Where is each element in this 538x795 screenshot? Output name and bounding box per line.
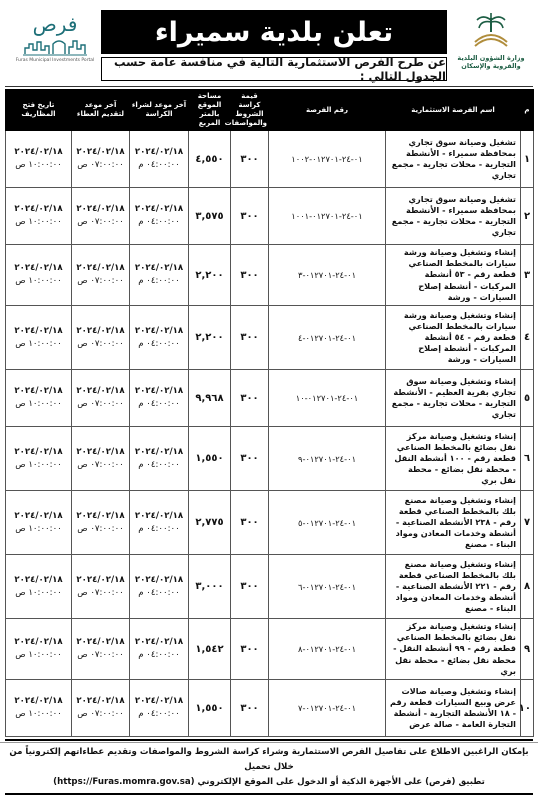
opportunity-ref: ٠١-٢٤-٠١٢٧٠١-١٠٠٢ xyxy=(269,131,386,188)
buy-deadline-date: ٢٠٢٤/٠٢/١٨ xyxy=(134,147,184,157)
site-area: ١,٥٤٢ xyxy=(189,619,231,680)
opportunity-ref: ٠١-٢٤-٠١٢٧٠١-٨ xyxy=(269,619,386,680)
col-area: مساحة الموقع بالمتر المربع xyxy=(189,90,231,131)
submit-deadline xyxy=(72,619,130,680)
footer-note xyxy=(5,739,533,795)
buy-deadline xyxy=(130,619,189,680)
brochure-price: ٣٠٠ xyxy=(231,619,269,680)
opportunity-name: إنشاء وتشغيل وصيانة مركز نقل بضائع بالمخطط الصناعي قطعة رقم - ٩٩ أنشطة النقل - محطة نقل بضائع - محطة نقل بري xyxy=(386,619,521,680)
table-row xyxy=(6,680,534,737)
page-title: تعلن بلدية سميراء xyxy=(154,16,394,48)
submit-deadline-time: ٠٧:٠٠:٠٠ ص xyxy=(77,459,124,470)
furas-logo-text: فرص xyxy=(32,12,78,36)
buy-deadline xyxy=(130,427,189,491)
furas-logo xyxy=(13,12,97,70)
brochure-price: ٣٠٠ xyxy=(231,131,269,188)
col-buy: آخر موعد لشراء الكراسة xyxy=(130,90,189,131)
row-index: ١٠ xyxy=(521,680,534,737)
submit-deadline-date: ٢٠٢٤/٠٢/١٨ xyxy=(76,325,125,336)
ministry-logo xyxy=(453,12,529,82)
buy-deadline-date: ٢٠٢٤/٠٢/١٨ xyxy=(134,204,184,214)
opening-date-time: ١٠:٠٠:٠٠ ص xyxy=(15,338,62,349)
site-area: ١,٥٥٠ xyxy=(189,427,231,491)
buy-deadline-time: ٠٤:٠٠:٠٠ م xyxy=(138,587,180,598)
site-area: ٢,٢٠٠ xyxy=(189,245,231,306)
site-area: ٣,٥٧٥ xyxy=(189,188,231,245)
opportunity-name: إنشاء وتشغيل وصيانة ورشة سيارات بالمخطط الصناعي قطعة رقم - ٥٣ أنشطة المركبات - أنشطة إصلاح السيارات - ورشة xyxy=(386,245,521,306)
opening-date xyxy=(6,188,72,245)
table-row xyxy=(6,427,534,491)
row-index: ٢ xyxy=(521,188,534,245)
opening-date xyxy=(6,619,72,680)
col-ref: رقم الفرصة xyxy=(269,90,386,131)
brochure-price: ٣٠٠ xyxy=(231,491,269,555)
row-index: ١ xyxy=(521,131,534,188)
opening-date xyxy=(6,370,72,427)
submit-deadline-time: ٠٧:٠٠:٠٠ ص xyxy=(77,587,124,598)
opening-date-time: ١٠:٠٠:٠٠ ص xyxy=(15,650,62,661)
furas-logo-subtitle: Furas Municipal Investments Portal xyxy=(15,58,95,63)
header xyxy=(5,4,533,87)
buy-deadline-date: ٢٠٢٤/٠٢/١٨ xyxy=(134,574,184,585)
buy-deadline-time: ٠٤:٠٠:٠٠ م xyxy=(138,459,180,470)
buy-deadline-time: ٠٤:٠٠:٠٠ م xyxy=(138,523,180,534)
buy-deadline-date: ٢٠٢٤/٠٢/١٨ xyxy=(134,386,184,397)
row-index: ٨ xyxy=(521,555,534,619)
opening-date xyxy=(6,555,72,619)
submit-deadline-time: ٠٧:٠٠:٠٠ ص xyxy=(77,160,124,170)
opportunity-name: إنشاء وتشغيل وصيانة مصنع بلك بالمخطط الصناعي قطعة رقم - ٢٢١ الأنشطة الصناعية - أنشطة وخدمات المعادن ومواد البناء - مصنع xyxy=(386,555,521,619)
opening-date-date: ٢٠٢٤/٠٢/١٨ xyxy=(14,386,63,397)
opening-date-time: ١٠:٠٠:٠٠ ص xyxy=(15,399,62,410)
site-area: ٤,٥٥٠ xyxy=(189,131,231,188)
submit-deadline xyxy=(72,427,130,491)
submit-deadline-date: ٢٠٢٤/٠٢/١٨ xyxy=(76,386,125,397)
table-row xyxy=(6,188,534,245)
opportunity-name: إنشاء وتشغيل وصيانة مصنع بلك بالمخطط الصناعي قطعة رقم - ٢٣٨ الأنشطة الصناعية - أنشطة وخدمات المعادن ومواد البناء - مصنع xyxy=(386,491,521,555)
submit-deadline-time: ٠٧:٠٠:٠٠ ص xyxy=(77,217,124,227)
opportunity-ref: ٠١-٢٤-٠١٢٧٠١-٧ xyxy=(269,680,386,737)
opportunity-ref: ٠١-٢٤-٠١٢٧٠١-٤ xyxy=(269,306,386,370)
opening-date-time: ١٠:٠٠:٠٠ ص xyxy=(15,459,62,470)
table-row xyxy=(6,245,534,306)
col-submit: آخر موعد لتقديم العطاء xyxy=(72,90,130,131)
row-index: ٩ xyxy=(521,619,534,680)
table-row xyxy=(6,131,534,188)
opening-date xyxy=(6,245,72,306)
opening-date xyxy=(6,680,72,737)
submit-deadline xyxy=(72,555,130,619)
table-row xyxy=(6,370,534,427)
submit-deadline-time: ٠٧:٠٠:٠٠ ص xyxy=(77,276,124,286)
site-area: ٣,٠٠٠ xyxy=(189,555,231,619)
opportunity-name: إنشاء وتشغيل وصيانة صالات عرض وبيع السيارات قطعة رقم - ١٨ الأنشطة التجارية - أنشطة التجارة العامة - صالة عرض xyxy=(386,680,521,737)
brochure-price: ٣٠٠ xyxy=(231,188,269,245)
buy-deadline-date: ٢٠٢٤/٠٢/١٨ xyxy=(134,696,184,707)
submit-deadline-date: ٢٠٢٤/٠٢/١٨ xyxy=(76,696,125,707)
row-index: ٦ xyxy=(521,427,534,491)
submit-deadline-time: ٠٧:٠٠:٠٠ ص xyxy=(77,523,124,534)
brochure-price: ٣٠٠ xyxy=(231,245,269,306)
col-name: اسم الفرصة الاستثمارية xyxy=(386,90,521,131)
row-index: ٥ xyxy=(521,370,534,427)
row-index: ٣ xyxy=(521,245,534,306)
table-row xyxy=(6,619,534,680)
table-row xyxy=(6,306,534,370)
title-banner xyxy=(101,10,447,54)
opening-date-time: ١٠:٠٠:٠٠ ص xyxy=(15,523,62,534)
submit-deadline xyxy=(72,680,130,737)
submit-deadline-time: ٠٧:٠٠:٠٠ ص xyxy=(77,709,124,720)
opening-date-time: ١٠:٠٠:٠٠ ص xyxy=(15,160,62,170)
buy-deadline-date: ٢٠٢٤/٠٢/١٨ xyxy=(134,637,184,648)
buy-deadline-date: ٢٠٢٤/٠٢/١٨ xyxy=(134,510,184,521)
buy-deadline-time: ٠٤:٠٠:٠٠ م xyxy=(138,160,180,170)
footer-line-2: تطبيق (فرص) على الأجهزة الذكية أو الدخول على الموقع الإلكتروني (https://Furas.momra.gov.sa) xyxy=(53,776,485,787)
buy-deadline-date: ٢٠٢٤/٠٢/١٨ xyxy=(134,446,184,457)
opening-date-date: ٢٠٢٤/٠٢/١٨ xyxy=(14,204,63,214)
table-row xyxy=(6,491,534,555)
buy-deadline xyxy=(130,491,189,555)
buy-deadline-time: ٠٤:٠٠:٠٠ م xyxy=(138,709,180,720)
submit-deadline xyxy=(72,491,130,555)
opportunity-name: تشغيل وصيانة سوق تجاري بمحافظة سميراء - الأنشطة التجارية - محلات تجارية - مجمع تجاري xyxy=(386,188,521,245)
advertisement-page xyxy=(5,4,533,795)
submit-deadline xyxy=(72,306,130,370)
opening-date-date: ٢٠٢٤/٠٢/١٨ xyxy=(14,446,63,457)
site-area: ٢,٢٠٠ xyxy=(189,306,231,370)
opportunity-name: إنشاء وتشغيل وصيانة مركز نقل بضائع بالمخطط الصناعي قطعة رقم - ١٠٠ أنشطة النقل - محطة نقل بضائع - محطة نقل بري xyxy=(386,427,521,491)
bottom-rule xyxy=(0,742,538,743)
col-index: م xyxy=(521,90,534,131)
buy-deadline xyxy=(130,188,189,245)
submit-deadline xyxy=(72,245,130,306)
col-price: قيمة كراسة الشروط والمواصفات xyxy=(231,90,269,131)
opportunity-ref: ٠١-٢٤-٠١٢٧٠١-١٠٠١ xyxy=(269,188,386,245)
opportunity-ref: ٠١-٢٤-٠١٢٧٠١-٥ xyxy=(269,491,386,555)
table-header-row xyxy=(6,90,534,131)
opening-date-time: ١٠:٠٠:٠٠ ص xyxy=(15,217,62,227)
opening-date-date: ٢٠٢٤/٠٢/١٨ xyxy=(14,574,63,585)
opening-date-time: ١٠:٠٠:٠٠ ص xyxy=(15,587,62,598)
opening-date-date: ٢٠٢٤/٠٢/١٨ xyxy=(14,263,63,273)
opportunity-ref: ٠١-٢٤-٠١٢٧٠١-٩ xyxy=(269,427,386,491)
submit-deadline-time: ٠٧:٠٠:٠٠ ص xyxy=(77,338,124,349)
footer-line-1: بإمكان الراغبين الاطلاع على تفاصيل الفرص الاستثمارية وشراء كراسة الشروط والمواصفات وتقديم عطاءاتهم إلكترونياً من خلال تحميل xyxy=(9,746,529,772)
opening-date-date: ٢٠٢٤/٠٢/١٨ xyxy=(14,696,63,707)
brochure-price: ٣٠٠ xyxy=(231,306,269,370)
opening-date-date: ٢٠٢٤/٠٢/١٨ xyxy=(14,325,63,336)
buy-deadline-time: ٠٤:٠٠:٠٠ م xyxy=(138,650,180,661)
palm-swords-emblem-icon xyxy=(469,12,513,52)
submit-deadline-date: ٢٠٢٤/٠٢/١٨ xyxy=(76,574,125,585)
submit-deadline-date: ٢٠٢٤/٠٢/١٨ xyxy=(76,147,125,157)
furas-skyline-icon xyxy=(23,38,87,56)
page-subtitle: عن طرح الفرص الاستثمارية التالية في منافسة عامة حسب الجدول التالي : xyxy=(101,57,447,81)
opportunity-name: تشغيل وصيانة سوق تجاري بمحافظة سميراء - الأنشطة التجارية - محلات تجارية - مجمع تجاري xyxy=(386,131,521,188)
site-area: ١,٥٥٠ xyxy=(189,680,231,737)
buy-deadline xyxy=(130,245,189,306)
opening-date xyxy=(6,131,72,188)
submit-deadline-date: ٢٠٢٤/٠٢/١٨ xyxy=(76,263,125,273)
opportunity-name: إنشاء وتشغيل وصيانة سوق تجاري بقرية العظيم - الأنشطة التجارية - محلات تجارية - مجمع تجاري xyxy=(386,370,521,427)
opportunity-ref: ٠١-٢٤-٠١٢٧٠١-٣ xyxy=(269,245,386,306)
opening-date-date: ٢٠٢٤/٠٢/١٨ xyxy=(14,637,63,648)
submit-deadline-date: ٢٠٢٤/٠٢/١٨ xyxy=(76,204,125,214)
submit-deadline-date: ٢٠٢٤/٠٢/١٨ xyxy=(76,446,125,457)
col-open: تاريخ فتح المظاريف xyxy=(6,90,72,131)
buy-deadline-time: ٠٤:٠٠:٠٠ م xyxy=(138,276,180,286)
opportunities-table xyxy=(5,89,534,737)
submit-deadline-date: ٢٠٢٤/٠٢/١٨ xyxy=(76,510,125,521)
buy-deadline xyxy=(130,370,189,427)
buy-deadline xyxy=(130,306,189,370)
buy-deadline-time: ٠٤:٠٠:٠٠ م xyxy=(138,338,180,349)
brochure-price: ٣٠٠ xyxy=(231,555,269,619)
brochure-price: ٣٠٠ xyxy=(231,427,269,491)
buy-deadline-time: ٠٤:٠٠:٠٠ م xyxy=(138,399,180,410)
brochure-price: ٣٠٠ xyxy=(231,370,269,427)
opening-date-date: ٢٠٢٤/٠٢/١٨ xyxy=(14,510,63,521)
submit-deadline xyxy=(72,188,130,245)
table-row xyxy=(6,555,534,619)
site-area: ٩,٩٦٨ xyxy=(189,370,231,427)
submit-deadline-date: ٢٠٢٤/٠٢/١٨ xyxy=(76,637,125,648)
submit-deadline xyxy=(72,131,130,188)
buy-deadline xyxy=(130,680,189,737)
submit-deadline-time: ٠٧:٠٠:٠٠ ص xyxy=(77,399,124,410)
buy-deadline-date: ٢٠٢٤/٠٢/١٨ xyxy=(134,263,184,273)
row-index: ٤ xyxy=(521,306,534,370)
buy-deadline xyxy=(130,555,189,619)
site-area: ٢,٧٧٥ xyxy=(189,491,231,555)
opening-date xyxy=(6,427,72,491)
buy-deadline-time: ٠٤:٠٠:٠٠ م xyxy=(138,217,180,227)
brochure-price: ٣٠٠ xyxy=(231,680,269,737)
opportunity-name: إنشاء وتشغيل وصيانة ورشة سيارات بالمخطط الصناعي قطعة رقم - ٥٤ أنشطة المركبات - أنشطة إصلاح السيارات - ورشة xyxy=(386,306,521,370)
opening-date-time: ١٠:٠٠:٠٠ ص xyxy=(15,709,62,720)
ministry-name: وزارة الشؤون البلدية والقروية والإسكان xyxy=(457,54,525,70)
opening-date xyxy=(6,306,72,370)
opportunity-ref: ٠١-٢٤-٠١٢٧٠١-١٠ xyxy=(269,370,386,427)
buy-deadline-date: ٢٠٢٤/٠٢/١٨ xyxy=(134,325,184,336)
submit-deadline-time: ٠٧:٠٠:٠٠ ص xyxy=(77,650,124,661)
opening-date-time: ١٠:٠٠:٠٠ ص xyxy=(15,276,62,286)
submit-deadline xyxy=(72,370,130,427)
row-index: ٧ xyxy=(521,491,534,555)
opening-date-date: ٢٠٢٤/٠٢/١٨ xyxy=(14,147,63,157)
buy-deadline xyxy=(130,131,189,188)
opportunity-ref: ٠١-٢٤-٠١٢٧٠١-٦ xyxy=(269,555,386,619)
opening-date xyxy=(6,491,72,555)
